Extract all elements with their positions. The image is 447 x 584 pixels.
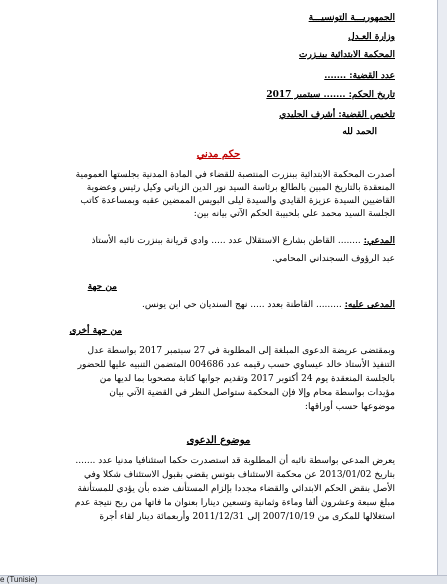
defendant-line: [142, 300, 395, 311]
plaintiff-label: المدعي:: [363, 236, 395, 246]
subject-line-5: استغلالها للمكرى من 2007/10/19 إلى 2011/12/31 وأربعمائة دينار لقاء أجرة: [99, 512, 395, 522]
facts-line-2: التنفيذ الأستاذ خالد عيساوي حسب رقيمه عدد 004686 المتضمن التنبيه عليها للحضور: [77, 360, 395, 370]
header-case-no: عدد القضية: .......: [324, 71, 395, 81]
header-court: المحكمة الابتدائية ببنـزرت: [298, 50, 395, 60]
plaintiff-text: ........ القاطن بشارع الاستقلال عدد ..... وادي قريانة ببنزرت نائبه الأستاذ: [91, 236, 361, 246]
header-republic: الجمهوريـــة التونسيـــة: [308, 13, 395, 23]
subject-line-2: بتاريخ 2013/01/02 عن محكمة الاستئناف بتونس يقضي بقبول الاستئناف شكلا وفي: [84, 470, 395, 480]
intro-line-3: القاضيين السيدة عزيزة القايدي والسيدة ليلى البويس الممضين عقبه وبمساعدة كاتب: [80, 196, 395, 206]
status-bar: [0, 575, 447, 584]
document-title: حكم مدني: [196, 149, 241, 160]
header-ministry: وزارة العـدل: [348, 32, 395, 42]
defendant-label: المدعى عليه:: [344, 300, 395, 310]
intro-line-1: أصدرت المحكمة الابتدائية ببنزرت المنتصبة للقضاء في المادة المدنية بجلستها العمومية: [75, 170, 395, 180]
subject-line-4: مبلغ سبعة وعشرون ألفا وماءة وثمانية وتسعين دينارا بعنوان ما فاتها من ربح نتيجة عدم: [74, 498, 395, 508]
plaintiff-line: [92, 236, 395, 247]
subject-line-1: يعرض المدعي بواسطة نائبه أن المطلوبة قد استصدرت حكما استئنافيا مدنيا عدد .......: [75, 456, 395, 466]
facts-line-4: مؤيدات بواسطة محام وإلا فإن المحكمة ستواصل النظر في القضية الآتي بيان: [109, 388, 395, 398]
intro-line-2: المنعقدة بالتاريخ المبين بالطالع برئاسة السيد نور الدين الزياتي وكيل رئيس وعضوية: [86, 183, 395, 193]
subject-title: موضوع الدعوى: [186, 435, 251, 446]
basmala: الحمد لله: [342, 127, 377, 137]
header-ruling-date: تاريخ الحكم: ....... سبتمبر 2017: [266, 90, 395, 100]
plaintiff-lawyer: عبد الرؤوف السجنداني المحامي.: [272, 254, 395, 264]
subject-line-3: الأصل بنقض الحكم الابتدائي والقضاء مجددا بإلزام المستأنف ضده بأن يؤدي للمستأنفة: [77, 484, 395, 494]
side-two-label: من جهة أخرى: [69, 326, 122, 336]
language-indicator[interactable]: e (Tunisie): [0, 575, 38, 584]
facts-line-5: موضوعها حسب أوراقها:: [304, 402, 395, 412]
intro-line-4: الجلسة السيد محمد علي بلحبيبة الحكم الآتي بيانه بين:: [193, 209, 395, 219]
facts-line-3: بالجلسة المنعقدة يوم 24 أكتوبر 2017 وتقديم جوابها كتابة مصحوبا بما لديها من: [99, 374, 395, 384]
defendant-text: ......... القاطنة بعدد ..... نهج السنديان حي ابن يونس.: [142, 300, 342, 310]
side-one-label: من جهة: [87, 282, 117, 292]
facts-line-1: وبمقتضى عريضة الدعوى المبلغة إلى المطلوبة في 27 سبتمبر 2017 بواسطة عدل: [87, 346, 395, 356]
header-summary: تلخيص القضية: أشرف الجليدي: [279, 110, 395, 120]
